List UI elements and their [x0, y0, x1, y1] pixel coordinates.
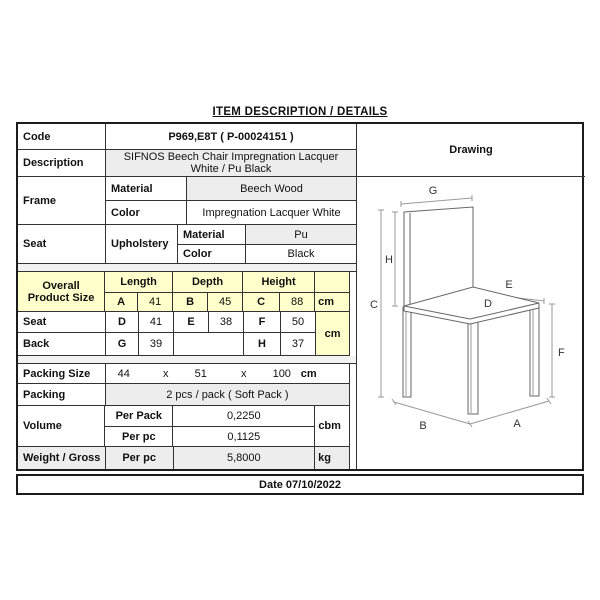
overall-depth-value: 45	[208, 293, 243, 312]
description-label: Description	[18, 150, 106, 177]
overall-length-value: 41	[138, 293, 173, 312]
packing-x-separator: x	[241, 367, 247, 380]
frame-section	[18, 177, 356, 225]
packing-size-row	[18, 364, 356, 384]
letter-g: G	[106, 333, 139, 356]
seat-dim-label: Seat	[18, 312, 106, 333]
overall-size-section	[18, 272, 356, 312]
overall-size-label: Overall Product Size	[18, 272, 105, 312]
letter-h: H	[244, 333, 281, 356]
seat-color-row	[178, 245, 356, 264]
upholstery-label: Upholstery	[106, 225, 178, 264]
seat-color-label: Color	[178, 245, 246, 264]
letter-d: D	[106, 312, 139, 333]
length-header: Length	[105, 272, 173, 293]
letter-a: A	[105, 293, 138, 312]
dim-label-f: F	[558, 347, 565, 359]
back-g-value: 39	[139, 333, 174, 356]
frame-color-value: Impregnation Lacquer White	[187, 201, 356, 225]
dim-label-g: G	[428, 185, 438, 197]
packing-row	[18, 384, 356, 406]
volume-label: Volume	[18, 406, 105, 447]
letter-f: F	[244, 312, 281, 333]
volume-unit: cbm	[315, 406, 350, 447]
spec-table	[16, 122, 584, 471]
dim-label-h: H	[385, 254, 393, 266]
back-dim-label: Back	[18, 333, 106, 356]
page-title: ITEM DESCRIPTION / DETAILS	[212, 106, 388, 118]
per-pack-label: Per Pack	[105, 406, 173, 427]
volume-per-pc-row	[105, 427, 315, 447]
letter-b: B	[173, 293, 208, 312]
seat-back-dims-section	[18, 312, 356, 356]
depth-header: Depth	[173, 272, 243, 293]
weight-value: 5,8000	[174, 447, 316, 469]
seat-dims-row	[106, 312, 316, 333]
height-header: Height	[243, 272, 315, 293]
overall-unit: cm	[315, 293, 350, 312]
seat-label: Seat	[18, 225, 106, 264]
per-pc-label: Per pc	[105, 427, 173, 447]
volume-per-pack-row	[105, 406, 315, 427]
frame-color-row	[106, 201, 356, 225]
per-pc-value: 0,1125	[173, 427, 315, 447]
seat-section	[18, 225, 356, 264]
drawing-header: Drawing	[357, 124, 585, 177]
weight-label: Weight / Gross	[18, 447, 106, 469]
dim-label-e: E	[505, 279, 513, 291]
frame-material-label: Material	[106, 177, 187, 201]
frame-label: Frame	[18, 177, 106, 225]
packing-height: 100	[272, 367, 291, 380]
packing-width: 44	[117, 367, 130, 380]
empty-cell	[315, 272, 350, 293]
volume-section	[18, 406, 356, 447]
weight-row	[18, 447, 356, 469]
date-bar: Date 07/10/2022	[16, 474, 584, 495]
overall-height-value: 88	[280, 293, 315, 312]
dim-label-d: D	[484, 298, 492, 310]
weight-unit: kg	[315, 447, 350, 469]
back-dims-row	[106, 333, 316, 356]
description-value: SIFNOS Beech Chair Impregnation Lacquer White / Pu Black	[106, 150, 356, 177]
code-label: Code	[18, 124, 106, 150]
packing-label: Packing	[18, 384, 106, 406]
frame-material-value: Beech Wood	[187, 177, 356, 201]
overall-values-row	[105, 293, 315, 312]
letter-c: C	[243, 293, 280, 312]
section-divider	[18, 264, 356, 272]
packing-unit: cm	[300, 367, 317, 380]
seat-d-value: 41	[139, 312, 174, 333]
chair-drawing	[357, 177, 585, 469]
seat-e-value: 38	[209, 312, 244, 333]
seat-material-label: Material	[178, 225, 246, 245]
code-row	[18, 124, 356, 150]
per-pack-value: 0,2250	[173, 406, 315, 427]
spec-table-left	[18, 124, 356, 469]
back-h-value: 37	[281, 333, 316, 356]
drawing-column	[356, 124, 585, 469]
dim-label-a: A	[513, 418, 521, 430]
packing-x-separator: x	[163, 367, 169, 380]
seat-material-row	[178, 225, 356, 245]
letter-e: E	[174, 312, 209, 333]
dim-label-c: C	[370, 299, 378, 311]
packing-size-values	[106, 364, 350, 384]
frame-material-row	[106, 177, 356, 201]
code-value: P969,E8T ( P-00024151 )	[106, 124, 356, 150]
seat-color-value: Black	[246, 245, 356, 264]
seat-f-value: 50	[281, 312, 316, 333]
packing-depth: 51	[194, 367, 207, 380]
weight-per-pc-label: Per pc	[106, 447, 174, 469]
dim-label-b: B	[419, 420, 427, 432]
description-row	[18, 150, 356, 177]
seat-back-unit: cm	[316, 312, 350, 356]
size-header-row	[105, 272, 315, 293]
section-divider	[18, 356, 356, 364]
seat-material-value: Pu	[246, 225, 356, 245]
empty-cell	[174, 333, 244, 356]
packing-size-label: Packing Size	[18, 364, 106, 384]
drawing-cell	[357, 177, 585, 469]
packing-value: 2 pcs / pack ( Soft Pack )	[106, 384, 350, 406]
frame-color-label: Color	[106, 201, 187, 225]
